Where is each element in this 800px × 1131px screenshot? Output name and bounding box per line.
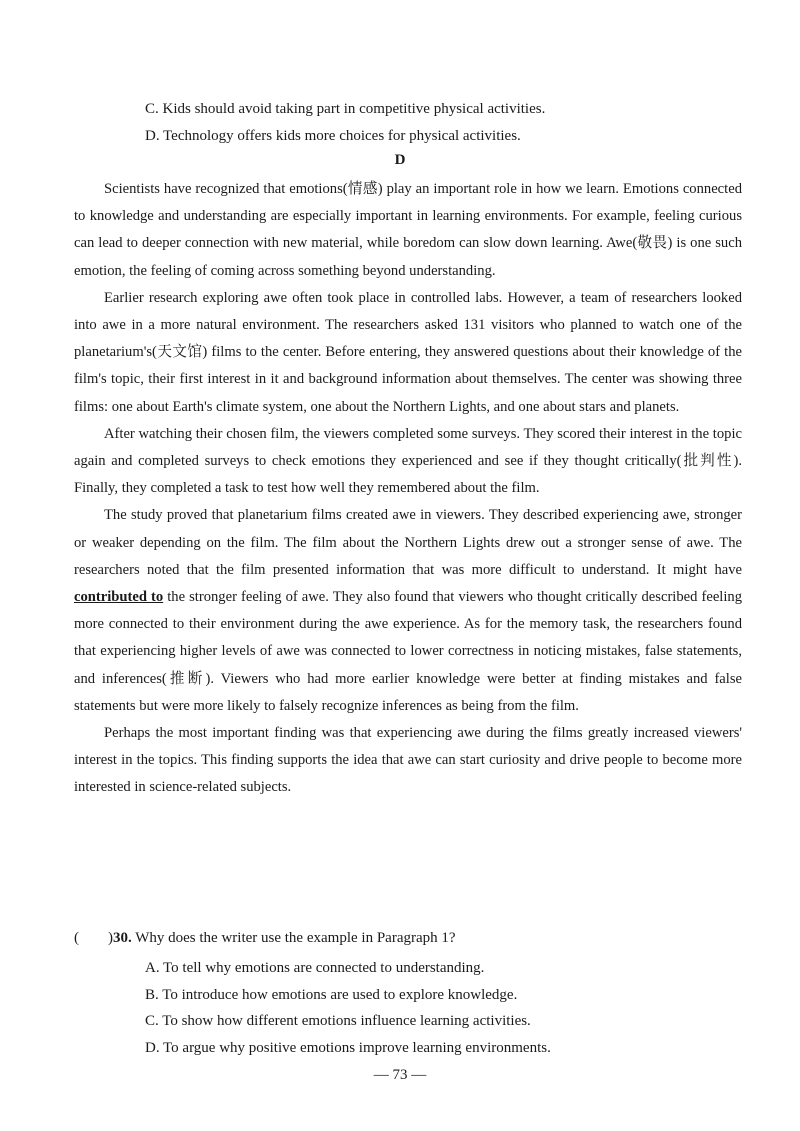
paragraph-4 (74, 502, 742, 720)
page-number: — 73 — (373, 1067, 427, 1083)
paragraph-5: Perhaps the most important finding was that experiencing awe during the films greatly increased viewers' interest in the topics. This finding supports the idea that awe can start curiosity and drive people to become more interested in science-related subjects. (74, 725, 742, 796)
question-text: Why does the writer use the example in Paragraph 1? (131, 930, 456, 946)
paragraph-4-end: the stronger feeling of awe. They also found that viewers who thought critically described feeling more connected to their environment during the awe experience. As for the memory task, the researchers found that experiencing higher levels of awe was connected to lower correctness in noticing mistakes, false statements, and inferences(推断). Viewers who had more earlier knowledge were better at finding mistakes and false statements but were more likely to falsely recognize inferences as being from the film. (74, 589, 742, 714)
prev-option-d: D. Technology offers kids more choices for physical activities. (145, 128, 521, 144)
option-b: B. To introduce how emotions are used to explore knowledge. (145, 986, 518, 1003)
answer-blank-open: ( (74, 930, 79, 946)
option-d: D. To argue why positive emotions improve learning environments. (145, 1039, 551, 1056)
prev-option-c: C. Kids should avoid taking part in competitive physical activities. (145, 101, 546, 117)
answer-options (145, 955, 551, 1061)
highlighted-phrase: contributed to (74, 589, 164, 606)
option-c: C. To show how different emotions influence learning activities. (145, 1013, 531, 1030)
section-letter: D (394, 152, 406, 168)
option-a: A. To tell why emotions are connected to understanding. (145, 960, 485, 976)
question-30 (74, 928, 456, 948)
paragraph-3: After watching their chosen film, the viewers completed some surveys. They scored their interest in the topic again and completed surveys to check emotions they experienced and see if they thought critically(批判性). Finally, they completed a task to test how well they remembered about the film. (74, 425, 742, 497)
paragraph-2: Earlier research exploring awe often took place in controlled labs. However, a team of researchers looked into awe in a more natural environment. The researchers asked 131 visitors who planned to watch one of the planetarium's(天文馆) films to the center. Before entering, they answered questions about their knowledge of the film's topic, their first interest in it and background information about themselves. The center was showing three films: one about Earth's climate system, one about the Northern Lights, and one about stars and planets. (74, 289, 742, 415)
paragraph-1: Scientists have recognized that emotions(情感) play an important role in how we learn. Emotions connected to knowledge and understanding are especially important in learning environments. For example, feeling curious can lead to deeper connection with new material, while boredom can slow down learning. Awe(敬畏) is one such emotion, the feeling of coming across something beyond understanding. (74, 181, 742, 279)
paragraph-4-start: The study proved that planetarium films created awe in viewers. They described experiencing awe, stronger or weaker depending on the film. The film about the Northern Lights drew out a stronger sense of awe. The researchers noted that the film presented information that was more difficult to understand. It might have (74, 507, 742, 578)
passage (74, 176, 742, 802)
question-number: 30. (113, 930, 132, 946)
answer-blank-close: ) (108, 930, 113, 946)
